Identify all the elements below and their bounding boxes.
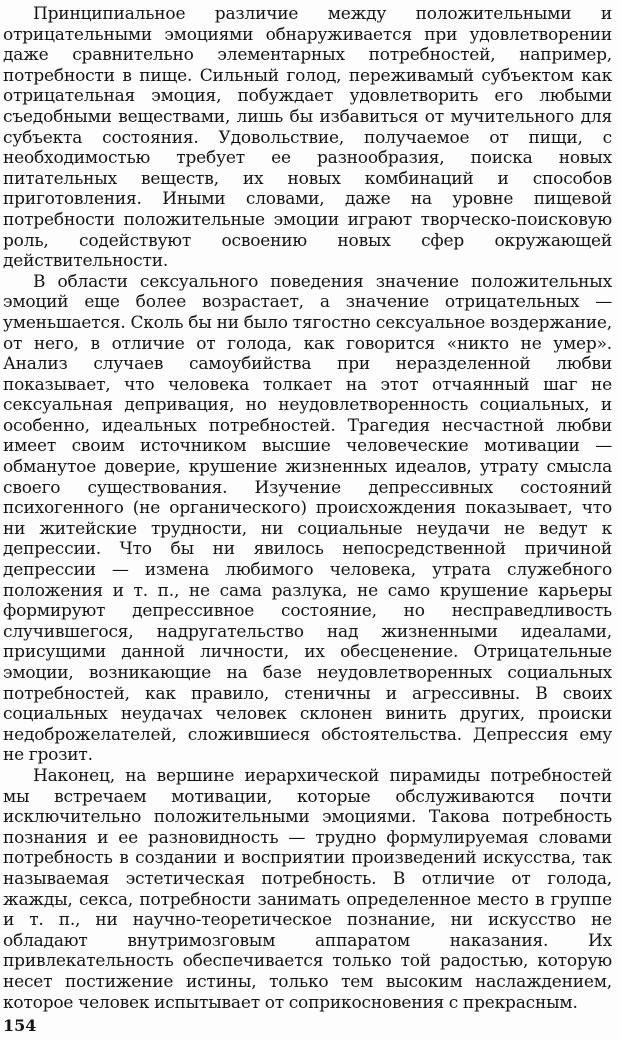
paragraph-1: Принципиальное различие между положительными и отрицательными эмоциями обнаруживается при удовлетворении даже сравнительно элементарных потребностей, например, потребности в пище. Сильный голод, переживамый субъектом как отрицательная эмоция, побуждает удовлетворить его любыми съедобными веществами, лишь бы избавиться от мучительного для субъекта состояния. Удовольствие, получаемое от пищи, с необходимостью требует ее разнообразия, поиска новых питательных веществ, их новых комбинаций и способов приготовления. Иными словами, даже на уровне пищевой потребности положительные эмоции играют творческо-поисковую роль, содействуют освоению новых сфер окружающей действительности. [3,4,612,272]
paragraph-3: Наконец, на вершине иерархической пирамиды потребностей мы встречаем мотивации, которые обслуживаются почти исключительно положительными эмоциями. Такова потребность познания и ее разновидность — трудно формулируемая словами потребность в создании и восприятии произведений искусства, так называемая эстетическая потребность. В отличие от голода, жажды, секса, потребности занимать определенное место в группе и т. п., ни научно-теоретическое познание, ни искусство не обладают внутримозговым аппаратом наказания. Их привлекательность обеспечивается только той радостью, которую несет постижение истины, только тем высоким наслаждением, которое человек испытывает от соприкосновения с прекрасным. [3,765,612,1013]
body-text [3,4,612,1013]
paragraph-2: В области сексуального поведения значение положительных эмоций еще более возрастает, а значение отрицательных — уменьшается. Сколь бы ни было тягостно сексуальное воздержание, от него, в отличие от голода, как говорится «никто не умер». Анализ случаев самоубийства при неразделенной любви показывает, что человека толкает на этот отчаянный шаг не сексуальная депривация, но неудовлетворенность социальных, и особенно, идеальных потребностей. Трагедия несчастной любви имеет своим источником высшие человеческие мотивации — обманутое доверие, крушение жизненных идеалов, утрату смысла своего существования. Изучение депрессивных состояний психогенного (не органического) происхождения показывает, что ни житейские трудности, ни социальные неудачи не ведут к депрессии. Что бы ни явилось непосредственной причиной депрессии — измена любимого человека, утрата служебного положения и т. п., не сама разлука, не само крушение карьеры формируют депрессивное состояние, но несправедливость случившегося, надругательство над жизненными идеалами, присущими данной личности, их обесценение. Отрицательные эмоции, возникающие на базе неудовлетворенных социальных потребностей, как правило, стеничны и агрессивны. В своих социальных неудачах человек склонен винить других, происки недоброжелателей, сложившиеся обстоятельства. Депрессия ему не грозит. [3,271,612,766]
page-number: 154 [3,1016,37,1035]
